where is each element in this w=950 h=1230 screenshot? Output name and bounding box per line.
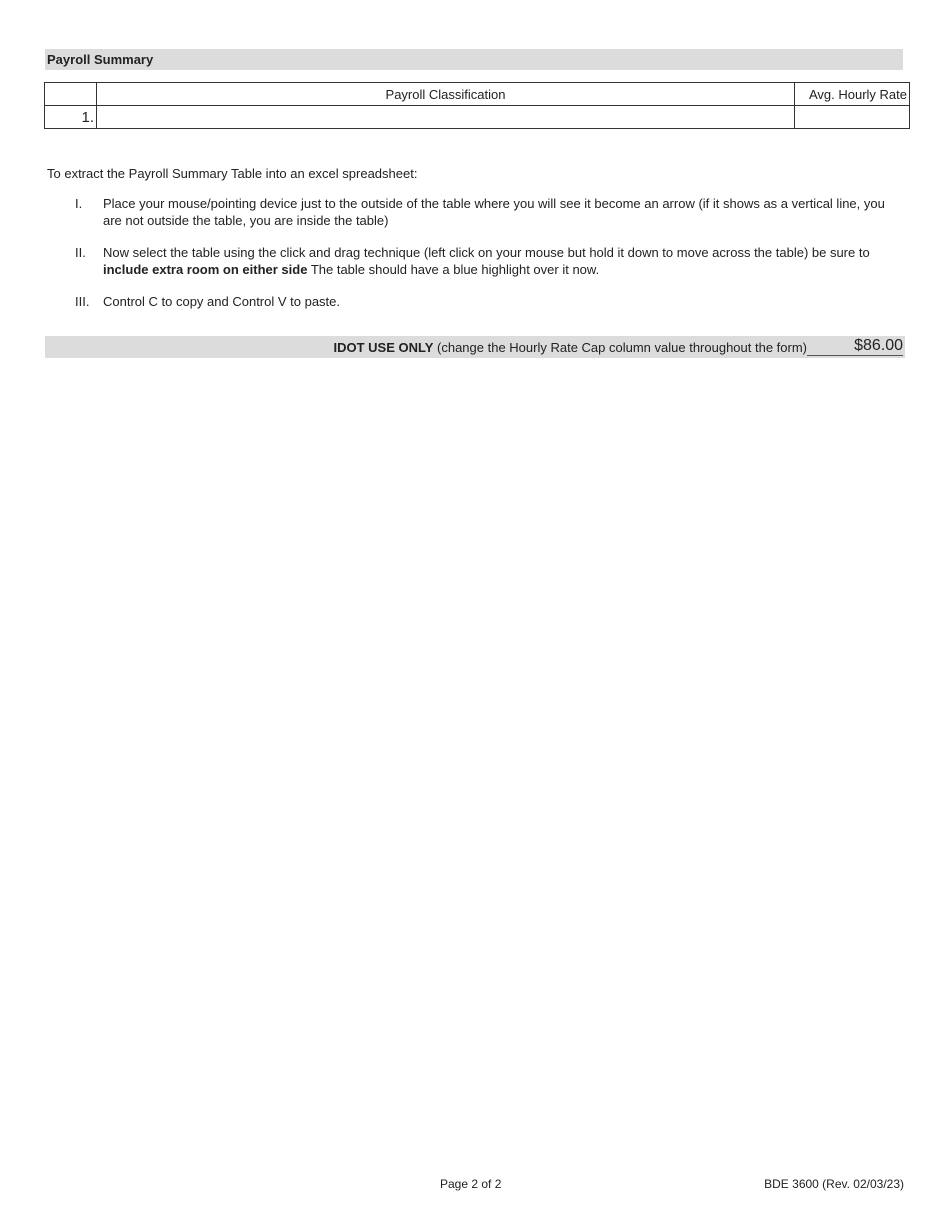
idot-use-only-note: (change the Hourly Rate Cap column value throughout the form) [433,340,807,355]
table-header-row [45,83,910,106]
step-marker: II. [75,245,86,260]
instruction-step [47,293,897,310]
instructions-list [47,195,897,325]
table-row [45,106,910,129]
idot-use-only-bar [45,336,905,358]
header-payroll-classification: Payroll Classification [97,83,795,106]
instruction-step [47,244,897,278]
instruction-step [47,195,897,229]
avg-hourly-rate-field[interactable] [795,106,910,129]
step-text-part: The table should have a blue highlight over it now. [307,262,600,277]
step-text: Place your mouse/pointing device just to the outside of the table where you will see it become an arrow (if it shows as a vertical line, you are not outside the table, you are inside the table) [103,196,885,228]
hourly-rate-cap-field[interactable]: $86.00 [807,336,903,356]
step-text: Control C to copy and Control V to paste. [103,294,341,309]
idot-use-only-heading: IDOT USE ONLY [333,340,434,355]
step-text-emphasis: include extra room on either side [103,262,308,277]
idot-use-only-label [333,340,807,355]
step-marker: I. [75,196,83,211]
step-text [103,244,897,278]
page-number: Page 2 of 2 [440,1177,502,1191]
row-number: 1. [45,106,97,129]
header-number-cell [45,83,97,106]
payroll-classification-field[interactable] [97,106,795,129]
section-header-payroll-summary: Payroll Summary [45,49,903,70]
step-marker: III. [75,294,90,309]
form-id: BDE 3600 (Rev. 02/03/23) [764,1177,904,1191]
payroll-summary-table [44,82,910,129]
step-text-part: Now select the table using the click and drag technique (left click on your mouse but hold it down to move across the table) be sure to [103,245,870,260]
header-avg-hourly-rate: Avg. Hourly Rate [795,83,910,106]
instructions-intro: To extract the Payroll Summary Table into an excel spreadsheet: [47,166,418,181]
